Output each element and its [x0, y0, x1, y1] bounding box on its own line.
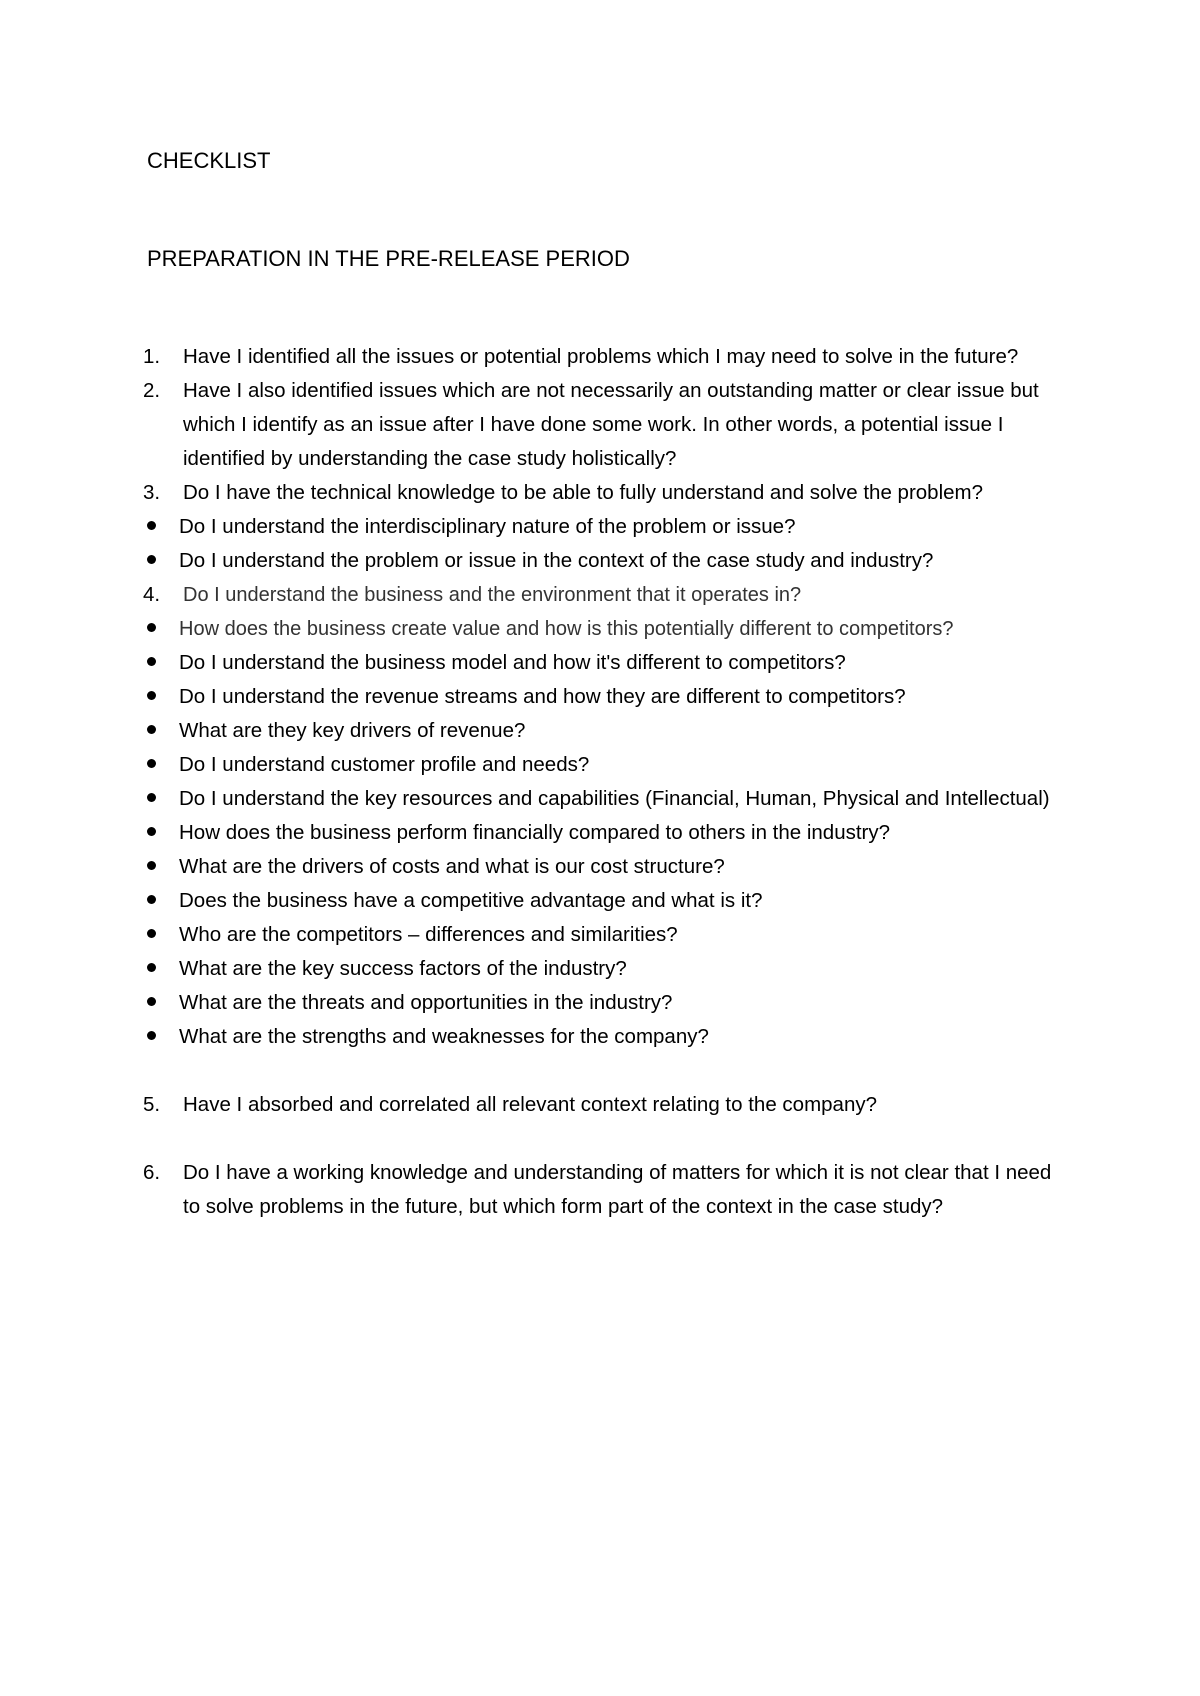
- bullet-text: Do I understand the key resources and capabilities (Financial, Human, Physical and Intellectual): [179, 787, 1050, 810]
- checklist: [143, 340, 1073, 1224]
- bullet-item: [143, 714, 1073, 748]
- section-heading: PREPARATION IN THE PRE-RELEASE PERIOD: [147, 246, 630, 271]
- spacer: [143, 1054, 1073, 1088]
- item-text: Do I have a working knowledge and understanding of matters for which it is not clear that I need to solve problems in the future, but which form part of the context in the case study?: [183, 1161, 1052, 1218]
- bullet-icon: [147, 657, 156, 666]
- bullet-icon: [147, 895, 156, 904]
- bullet-text: Do I understand the revenue streams and how they are different to competitors?: [179, 685, 906, 708]
- item-3-bullets: [143, 510, 1073, 578]
- bullet-icon: [147, 929, 156, 938]
- bullet-item: [143, 952, 1073, 986]
- checklist-item-6: [143, 1156, 1073, 1224]
- bullet-text: What are they key drivers of revenue?: [179, 719, 526, 742]
- bullet-text: What are the threats and opportunities in the industry?: [179, 991, 673, 1014]
- item-text: Do I understand the business and the environment that it operates in?: [183, 584, 802, 606]
- bullet-text: Do I understand the business model and how it's different to competitors?: [179, 651, 846, 674]
- item-text: Have I absorbed and correlated all relevant context relating to the company?: [183, 1093, 877, 1116]
- item-text: Have I identified all the issues or potential problems which I may need to solve in the future?: [183, 345, 1019, 368]
- checklist-item-2: [143, 374, 1073, 476]
- bullet-icon: [147, 725, 156, 734]
- bullet-text: How does the business perform financially compared to others in the industry?: [179, 821, 891, 844]
- bullet-item: [143, 816, 1073, 850]
- item-number: 5.: [143, 1093, 161, 1116]
- bullet-item: [143, 884, 1073, 918]
- bullet-icon: [147, 691, 156, 700]
- item-number: 3.: [143, 481, 161, 504]
- checklist-item-4: [143, 578, 1073, 612]
- bullet-item: [143, 782, 1073, 816]
- bullet-icon: [147, 793, 156, 802]
- bullet-icon: [147, 623, 156, 632]
- bullet-text: Do I understand the problem or issue in the context of the case study and industry?: [179, 549, 934, 572]
- item-4-bullets: [143, 612, 1073, 1054]
- bullet-item: [143, 986, 1073, 1020]
- bullet-text: What are the key success factors of the industry?: [179, 957, 627, 980]
- checklist-item-5: [143, 1088, 1073, 1122]
- bullet-text: What are the drivers of costs and what is our cost structure?: [179, 855, 725, 878]
- bullet-text: Do I understand the interdisciplinary nature of the problem or issue?: [179, 515, 796, 538]
- bullet-icon: [147, 827, 156, 836]
- checklist-item-3: [143, 476, 1073, 510]
- item-text: Have I also identified issues which are not necessarily an outstanding matter or clear issue but which I identify as an issue after I have done some work. In other words, a potential issue I identified by understanding the case study holistically?: [183, 379, 1039, 470]
- bullet-item: [143, 646, 1073, 680]
- item-number: 1.: [143, 345, 161, 368]
- bullet-item: [143, 612, 1073, 646]
- bullet-icon: [147, 1031, 156, 1040]
- item-text: Do I have the technical knowledge to be able to fully understand and solve the problem?: [183, 481, 984, 504]
- bullet-text: How does the business create value and how is this potentially different to competitors?: [179, 618, 954, 640]
- item-number: 2.: [143, 379, 161, 402]
- bullet-item: [143, 544, 1073, 578]
- bullet-item: [143, 680, 1073, 714]
- item-number: 4.: [143, 583, 161, 606]
- bullet-item: [143, 1020, 1073, 1054]
- bullet-item: [143, 510, 1073, 544]
- spacer: [143, 1122, 1073, 1156]
- bullet-item: [143, 918, 1073, 952]
- bullet-item: [143, 748, 1073, 782]
- bullet-text: What are the strengths and weaknesses for the company?: [179, 1025, 709, 1048]
- checklist-item-1: [143, 340, 1073, 374]
- bullet-icon: [147, 963, 156, 972]
- bullet-icon: [147, 555, 156, 564]
- bullet-icon: [147, 861, 156, 870]
- bullet-text: Do I understand customer profile and needs?: [179, 753, 590, 776]
- bullet-item: [143, 850, 1073, 884]
- item-number: 6.: [143, 1161, 161, 1184]
- bullet-icon: [147, 997, 156, 1006]
- bullet-icon: [147, 759, 156, 768]
- bullet-text: Does the business have a competitive advantage and what is it?: [179, 889, 763, 912]
- bullet-icon: [147, 521, 156, 530]
- bullet-text: Who are the competitors – differences and similarities?: [179, 923, 678, 946]
- document-title: CHECKLIST: [147, 148, 271, 173]
